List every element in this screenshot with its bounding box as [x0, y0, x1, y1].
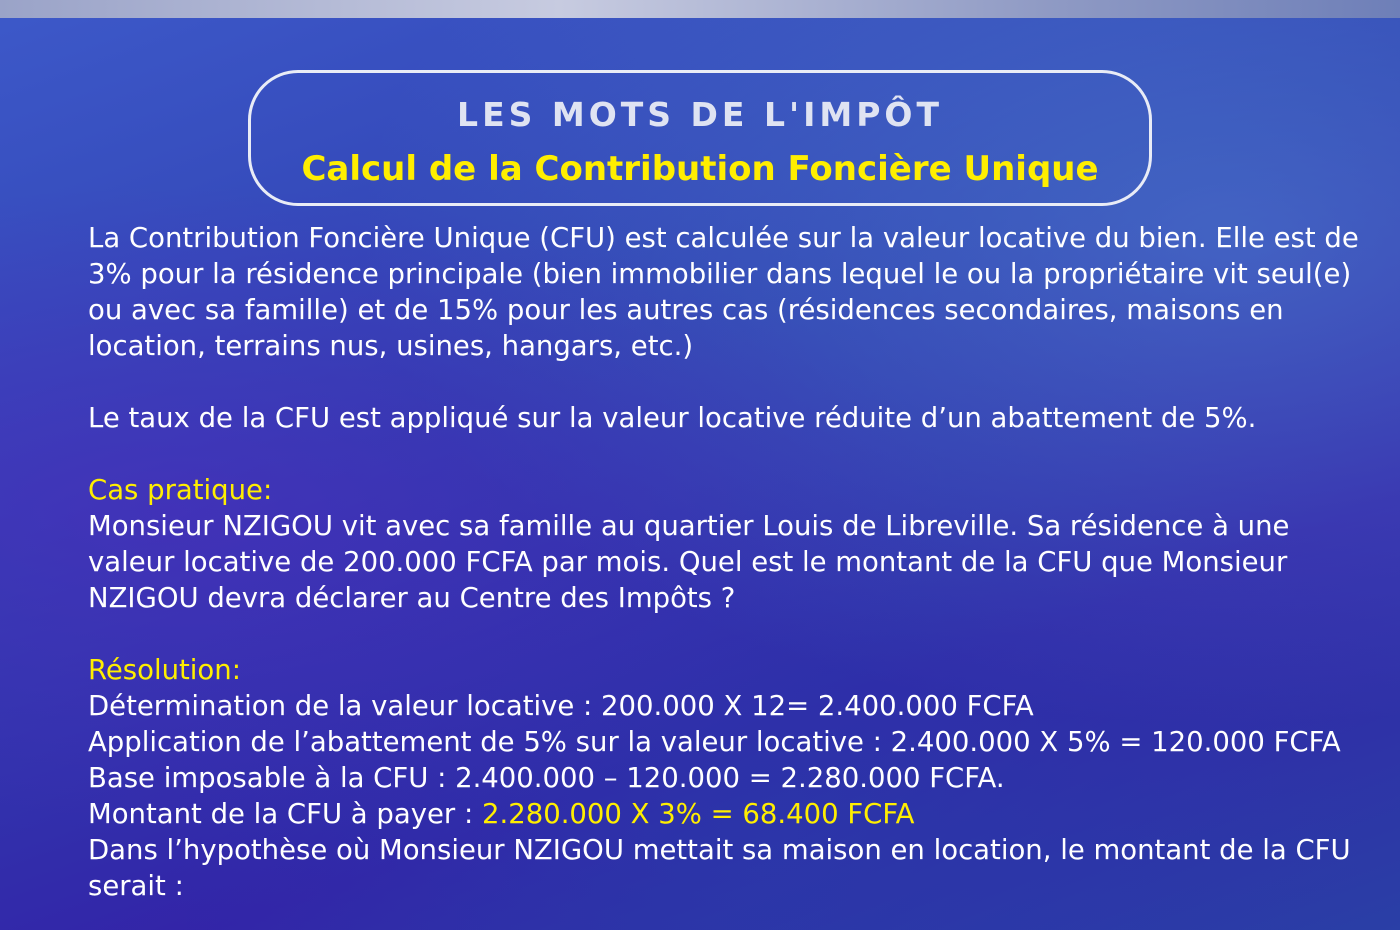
spacer	[88, 364, 1378, 400]
resolution-line-montant	[88, 796, 1378, 832]
resolution-line-valeur-locative: Détermination de la valeur locative : 200.000 X 12= 2.400.000 FCFA	[88, 690, 1034, 722]
montant-label: Montant de la CFU à payer :	[88, 798, 482, 830]
cas-pratique-text: Monsieur NZIGOU vit avec sa famille au quartier Louis de Libreville. Sa résidence à une valeur locative de 200.000 FCFA par mois. Quel est le montant de la CFU que Monsieur NZIGOU devra déclarer au Centre des Impôts ?	[88, 510, 1290, 614]
header-frame	[248, 70, 1152, 206]
taux-paragraph: Le taux de la CFU est appliqué sur la valeur locative réduite d’un abattement de 5%.	[88, 402, 1257, 434]
cas-pratique-heading: Cas pratique:	[88, 474, 273, 506]
spacer	[88, 616, 1378, 652]
top-banner-strip	[0, 0, 1400, 18]
resolution-line-base-imposable: Base imposable à la CFU : 2.400.000 – 120.000 = 2.280.000 FCFA.	[88, 762, 1005, 794]
intro-paragraph: La Contribution Foncière Unique (CFU) est calculée sur la valeur locative du bien. Elle est de 3% pour la résidence principale (bien immobilier dans lequel le ou la propriétaire vit seul(e) ou avec sa famille) et de 15% pour les autres cas (résidences secondaires, maisons en location, terrains nus, usines, hangars, etc.)	[88, 222, 1359, 362]
article-body	[88, 220, 1378, 904]
montant-value: 2.280.000 X 3% = 68.400 FCFA	[481, 798, 915, 830]
resolution-line-abattement: Application de l’abattement de 5% sur la valeur locative : 2.400.000 X 5% = 120.000 FCFA	[88, 726, 1341, 758]
page-subtitle: Calcul de la Contribution Foncière Unique	[301, 149, 1099, 189]
resolution-heading: Résolution:	[88, 654, 241, 686]
resolution-line-hypothese: Dans l’hypothèse où Monsieur NZIGOU mettait sa maison en location, le montant de la CFU serait :	[88, 834, 1351, 902]
spacer	[88, 436, 1378, 472]
page-title: LES MOTS DE L'IMPÔT	[457, 95, 943, 134]
